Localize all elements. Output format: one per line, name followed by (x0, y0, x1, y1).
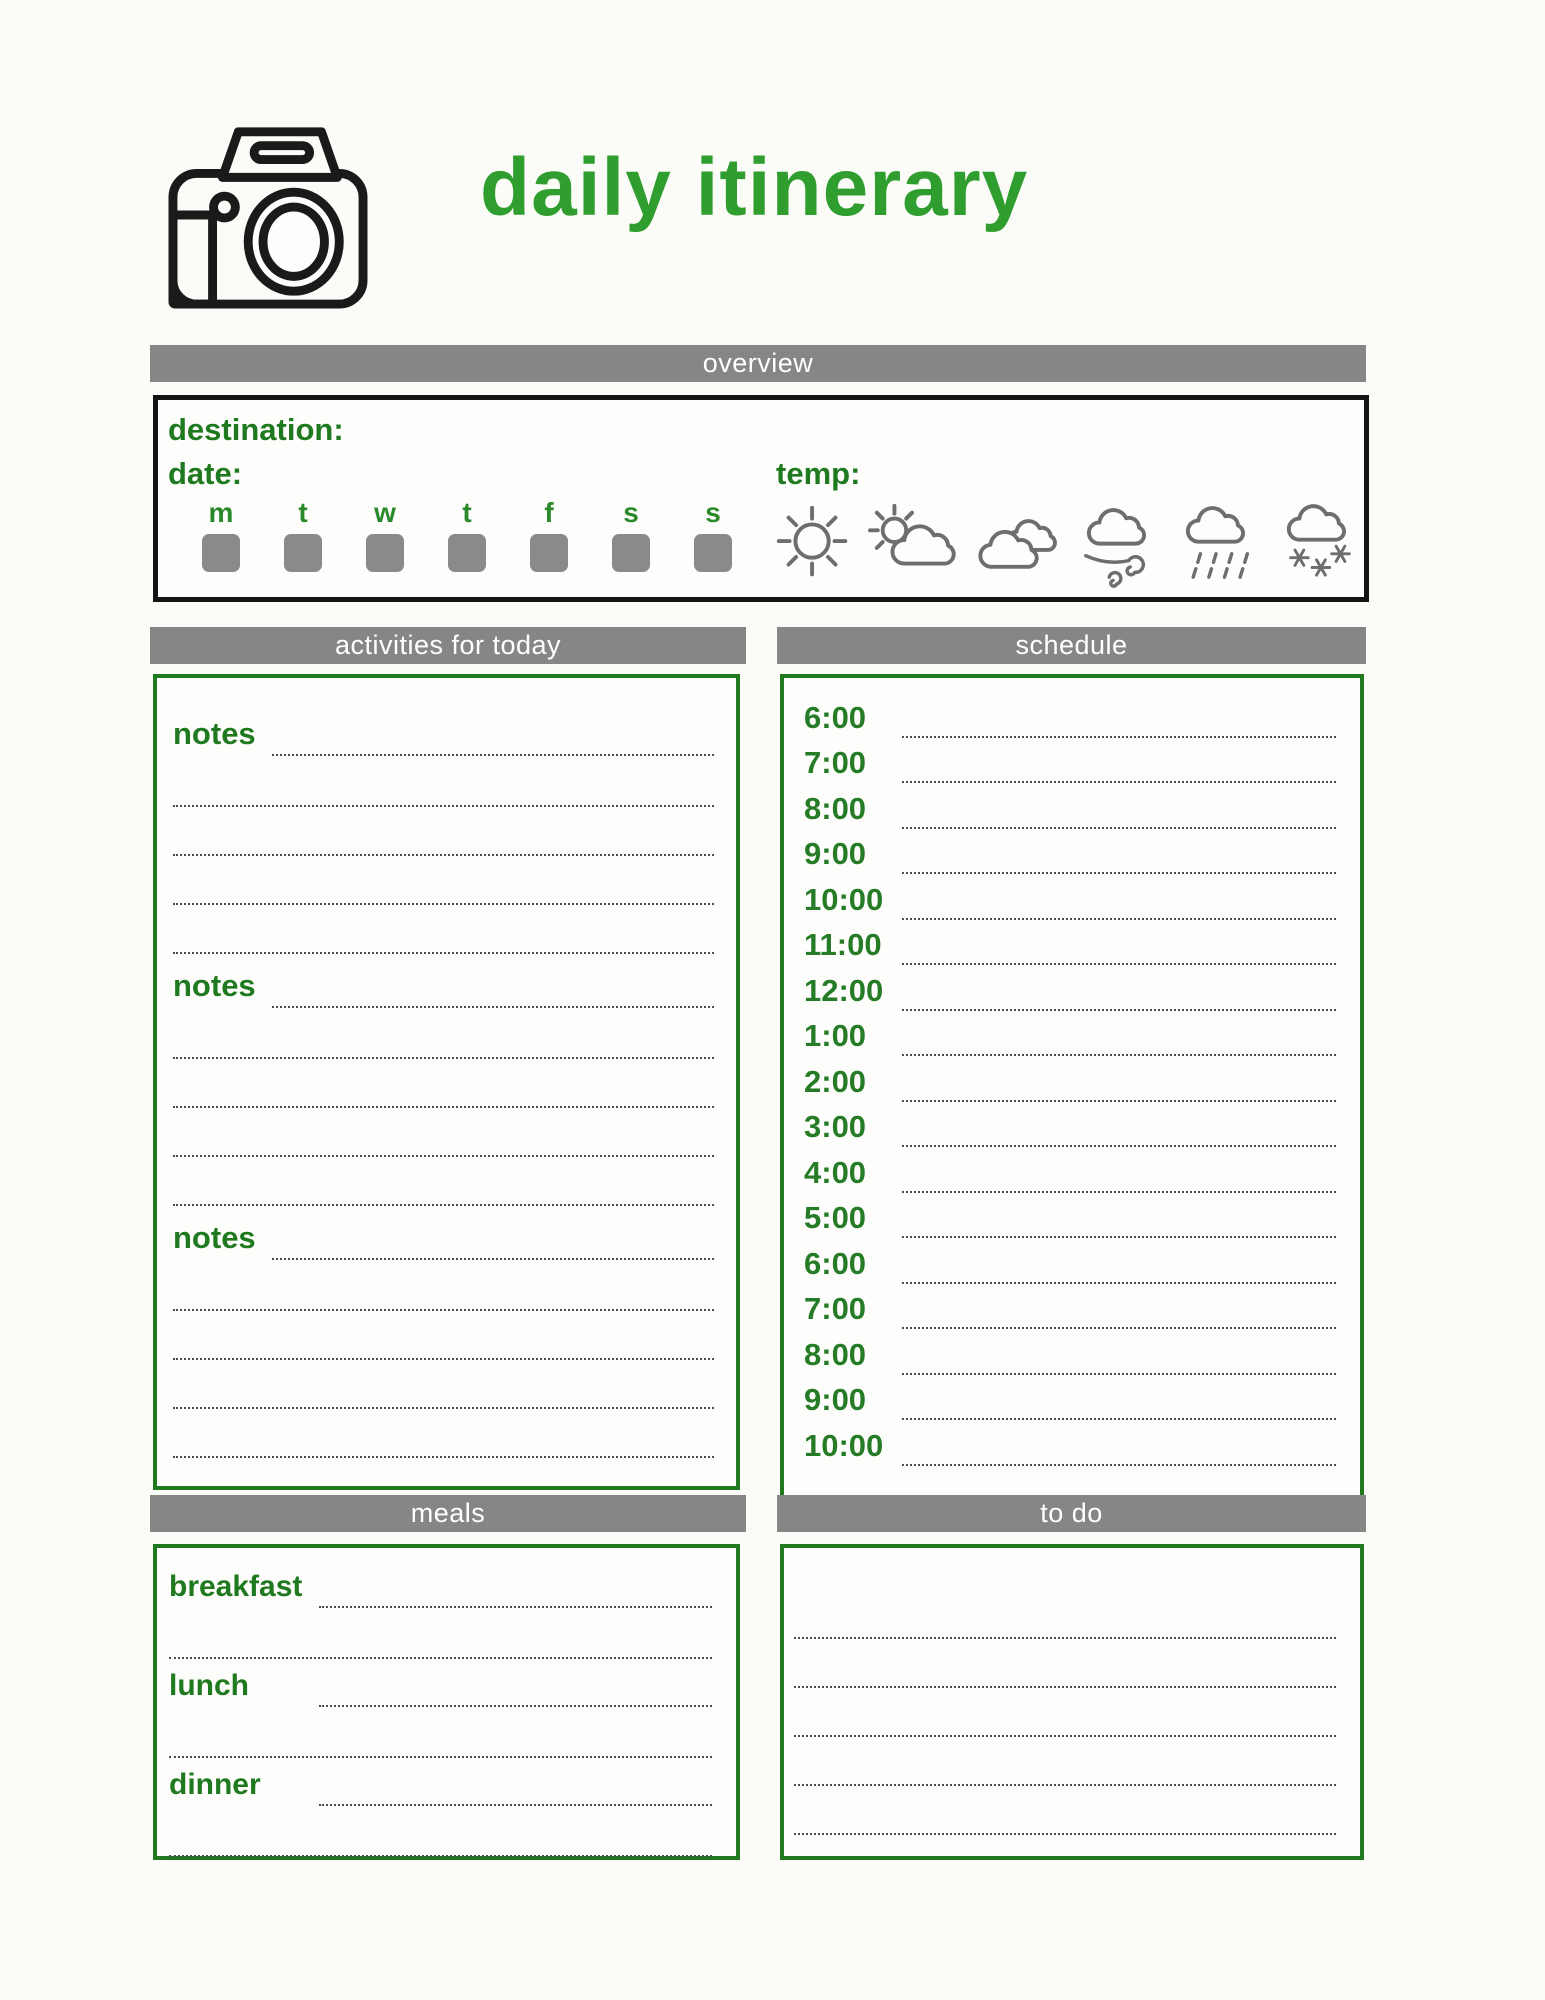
notes-write-line[interactable] (272, 1006, 714, 1008)
schedule-time-label: 1:00 (804, 1018, 867, 1053)
schedule-row (804, 1197, 1336, 1243)
schedule-write-line[interactable] (902, 872, 1336, 874)
day-letter: m (208, 497, 234, 528)
rainy-icon[interactable] (1171, 499, 1265, 589)
schedule-time-label: 9:00 (804, 836, 867, 871)
week-day-selector (202, 498, 732, 572)
notes-section (173, 964, 714, 1206)
meal-row (169, 1659, 712, 1709)
notes-write-line[interactable] (173, 1262, 714, 1311)
todo-header (777, 1495, 1366, 1532)
meal-label: dinner (169, 1768, 261, 1801)
meal-row (169, 1560, 712, 1610)
schedule-write-line[interactable] (902, 827, 1336, 829)
notes-label: notes (173, 716, 256, 751)
todo-write-line[interactable] (794, 1639, 1336, 1688)
activities-header (150, 627, 746, 664)
notes-write-line[interactable] (173, 1157, 714, 1206)
meal-write-line[interactable] (319, 1606, 712, 1608)
meals-box (153, 1544, 740, 1860)
notes-section (173, 712, 714, 954)
day-letter: s (705, 497, 721, 528)
camera-icon (163, 116, 373, 314)
schedule-row (804, 1333, 1336, 1379)
notes-write-line[interactable] (173, 1059, 714, 1108)
overview-header-label: overview (702, 348, 814, 378)
day-letter: w (374, 497, 396, 528)
meal-block (169, 1659, 712, 1758)
schedule-write-line[interactable] (902, 1191, 1336, 1193)
notes-write-line[interactable] (173, 856, 714, 905)
schedule-row (804, 1242, 1336, 1288)
windy-icon[interactable] (1072, 499, 1166, 589)
destination-label: destination: (168, 412, 344, 447)
schedule-row (804, 1151, 1336, 1197)
todo-header-label: to do (1040, 1498, 1103, 1528)
meal-row (169, 1758, 712, 1808)
notes-write-line[interactable] (173, 905, 714, 954)
meal-label: lunch (169, 1669, 249, 1702)
day-letter: f (544, 497, 554, 528)
schedule-write-line[interactable] (902, 781, 1336, 783)
schedule-row (804, 742, 1336, 788)
day-checkbox[interactable] (366, 534, 404, 572)
todo-write-line[interactable] (794, 1688, 1336, 1737)
activities-box (153, 674, 740, 1490)
schedule-write-line[interactable] (902, 1327, 1336, 1329)
schedule-box (780, 674, 1364, 1500)
notes-section (173, 1216, 714, 1458)
schedule-write-line[interactable] (902, 736, 1336, 738)
day-letter: t (462, 497, 472, 528)
day-checkbox[interactable] (612, 534, 650, 572)
partly-cloudy-icon[interactable] (865, 499, 963, 589)
schedule-row (804, 1424, 1336, 1470)
page-title: daily itinerary (480, 142, 1029, 233)
schedule-row (804, 924, 1336, 970)
notes-write-line[interactable] (173, 758, 714, 807)
schedule-write-line[interactable] (902, 1373, 1336, 1375)
notes-write-line[interactable] (173, 1311, 714, 1360)
overview-header (150, 345, 1366, 382)
day-checkbox[interactable] (530, 534, 568, 572)
day-column (694, 498, 732, 572)
todo-write-line[interactable] (794, 1786, 1336, 1835)
weather-selector (770, 494, 1364, 594)
date-label: date: (168, 456, 243, 491)
day-column (202, 498, 240, 572)
meals-header (150, 1495, 746, 1532)
schedule-row (804, 1106, 1336, 1152)
notes-section-head (173, 1216, 714, 1262)
day-column (530, 498, 568, 572)
schedule-row (804, 1060, 1336, 1106)
notes-write-line[interactable] (272, 1258, 714, 1260)
schedule-time-label: 2:00 (804, 1063, 867, 1099)
schedule-row (804, 878, 1336, 924)
notes-section-head (173, 964, 714, 1010)
day-column (612, 498, 650, 572)
day-checkbox[interactable] (448, 534, 486, 572)
notes-label: notes (173, 968, 256, 1003)
schedule-row (804, 833, 1336, 879)
schedule-time-label: 8:00 (804, 1336, 867, 1372)
schedule-time-label: 10:00 (804, 881, 884, 917)
notes-write-line[interactable] (173, 1108, 714, 1157)
schedule-time-label: 12:00 (804, 972, 884, 1008)
schedule-time-label: 5:00 (804, 1200, 867, 1235)
meals-header-label: meals (410, 1498, 486, 1528)
activities-header-label: activities for today (334, 630, 562, 660)
notes-write-line[interactable] (272, 754, 714, 756)
todo-box (780, 1544, 1364, 1860)
day-checkbox[interactable] (284, 534, 322, 572)
schedule-row (804, 969, 1336, 1015)
schedule-header-label: schedule (1015, 630, 1128, 660)
schedule-row (804, 1379, 1336, 1425)
schedule-time-label: 4:00 (804, 1154, 867, 1190)
meal-label: breakfast (169, 1570, 303, 1603)
todo-write-line[interactable] (794, 1737, 1336, 1786)
schedule-write-line[interactable] (902, 1009, 1336, 1011)
schedule-time-label: 6:00 (804, 699, 867, 735)
day-letter: t (298, 497, 308, 528)
notes-write-line[interactable] (173, 1360, 714, 1409)
day-column (284, 498, 322, 572)
schedule-time-label: 9:00 (804, 1382, 867, 1417)
meal-write-line[interactable] (169, 1808, 712, 1857)
schedule-write-line[interactable] (902, 1100, 1336, 1102)
temp-label: temp: (776, 456, 861, 491)
notes-label: notes (173, 1220, 256, 1255)
day-column (448, 498, 486, 572)
meal-write-line[interactable] (169, 1610, 712, 1659)
schedule-row (804, 1015, 1336, 1061)
meal-block (169, 1560, 712, 1659)
cloudy-icon[interactable] (968, 499, 1066, 589)
schedule-write-line[interactable] (902, 1464, 1336, 1466)
schedule-time-label: 6:00 (804, 1245, 867, 1281)
schedule-time-label: 7:00 (804, 1291, 867, 1326)
day-checkbox[interactable] (694, 534, 732, 572)
schedule-write-line[interactable] (902, 1054, 1336, 1056)
day-column (366, 498, 404, 572)
schedule-write-line[interactable] (902, 1236, 1336, 1238)
schedule-write-line[interactable] (902, 1418, 1336, 1420)
schedule-time-label: 10:00 (804, 1427, 884, 1463)
todo-write-line[interactable] (794, 1590, 1336, 1639)
meal-write-line[interactable] (319, 1705, 712, 1707)
meal-write-line[interactable] (319, 1804, 712, 1806)
schedule-row (804, 1288, 1336, 1334)
schedule-row (804, 696, 1336, 742)
meal-block (169, 1758, 712, 1857)
schedule-time-label: 7:00 (804, 745, 867, 780)
sunny-icon[interactable] (770, 499, 860, 589)
notes-write-line[interactable] (173, 807, 714, 856)
schedule-write-line[interactable] (902, 918, 1336, 920)
schedule-write-line[interactable] (902, 963, 1336, 965)
schedule-row (804, 787, 1336, 833)
schedule-time-label: 8:00 (804, 790, 867, 826)
notes-section-head (173, 712, 714, 758)
schedule-write-line[interactable] (902, 1282, 1336, 1284)
notes-write-line[interactable] (173, 1010, 714, 1059)
schedule-write-line[interactable] (902, 1145, 1336, 1147)
day-letter: s (623, 497, 639, 528)
overview-box (153, 395, 1369, 602)
schedule-header (777, 627, 1366, 664)
meal-write-line[interactable] (169, 1709, 712, 1758)
schedule-time-label: 3:00 (804, 1109, 867, 1144)
snowy-icon[interactable] (1270, 499, 1364, 589)
notes-write-line[interactable] (173, 1409, 714, 1458)
day-checkbox[interactable] (202, 534, 240, 572)
schedule-time-label: 11:00 (804, 927, 882, 962)
